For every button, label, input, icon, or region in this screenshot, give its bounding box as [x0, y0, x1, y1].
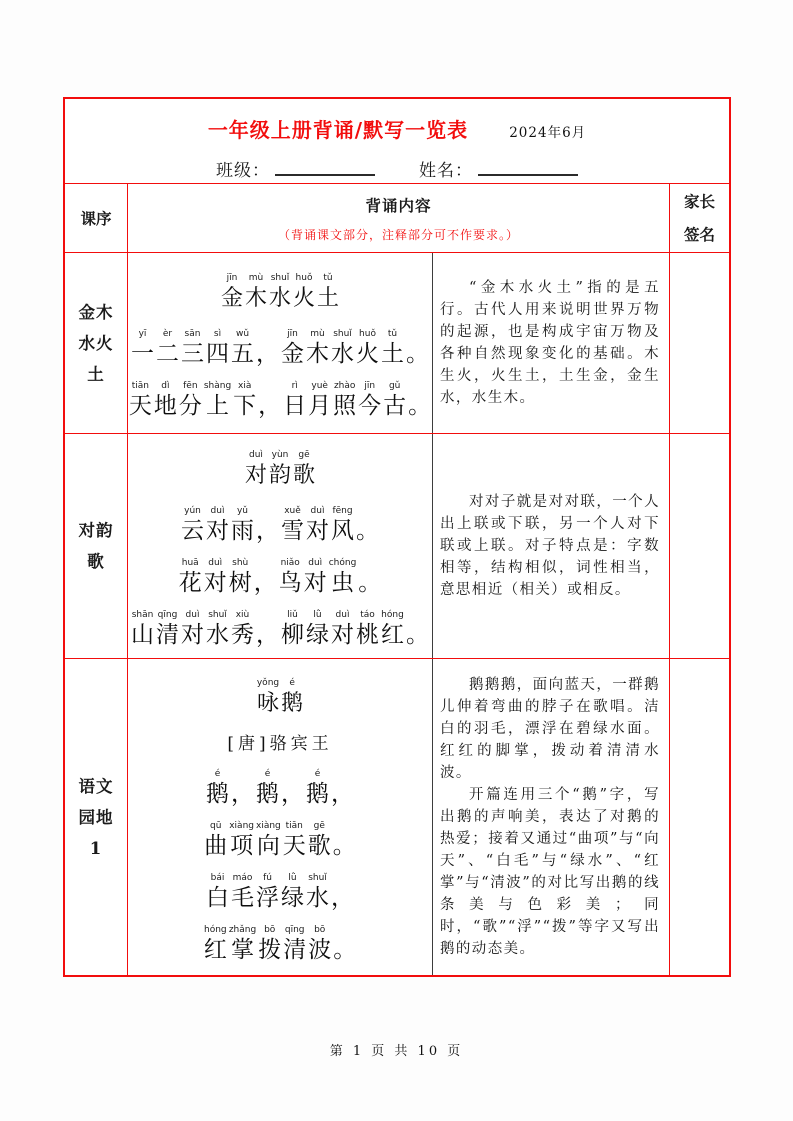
table-row-jinmushuihuotu	[65, 252, 729, 433]
poem-lines: yī 一 èr 二 sān 三 sì 四 wǔ 五 ， jīn 金 mù 木 shuǐ 水 huǒ 火 tǔ 土 。 tiān 天 dì 地 fēn 分 shàng 上 xià 下 ， rì 日 yuè 月 zhào 照 jīn 今 gǔ 古 。	[128, 329, 432, 419]
page-title: 一年级上册背诵/默写一览表	[207, 118, 469, 142]
name-blank-line	[478, 159, 578, 176]
header-content-note: （背诵课文部分，注释部分可不作要求。）	[277, 227, 519, 242]
title-line	[65, 114, 729, 143]
note-cell: 对对子就是对对联，一个人出上联或下联，另一个人对下联或上联。对子特点是：字数相等，结构相似，词性相当，意思相近（相关）或相反。	[432, 434, 669, 658]
lesson-cell: 金木 水火 土	[78, 302, 114, 384]
page-footer: 第 1 页 共 10 页	[329, 1044, 464, 1059]
date-label: 2024年6月	[509, 125, 587, 141]
note-cell: “金木水火土”指的是五行。古代人用来说明世界万物的起源，也是构成宇宙万物及各种自然现象变化的基础。木生火，火生土，土生金，金生水，水生木。	[432, 253, 669, 433]
name-label: 姓名：	[419, 161, 473, 181]
poem-title: yǒng 咏 é 鹅	[256, 677, 304, 716]
recitation-table	[63, 97, 731, 977]
header-content-title: 背诵内容	[365, 195, 432, 215]
class-name-line	[65, 156, 729, 181]
parent-sign-cell	[669, 434, 729, 658]
lesson-cell: 对韵 歌	[78, 521, 114, 571]
table-header-row	[65, 183, 729, 252]
poem-title: jīn 金 mù 木 shuǐ 水 huǒ 火 tǔ 土	[220, 273, 340, 311]
poem-lines: é 鹅 ， é 鹅 ， é 鹅 ， qū 曲 xiàng 项 xiàng 向 tiān 天 gē 歌 。 bái 白 máo 毛 fú 浮 lǜ 绿 shuǐ 水 ， hóng 红 zhǎng 掌 bō 拨 qīng 清 bō 波 。	[203, 768, 357, 963]
poem-author: [唐]骆宾王	[227, 733, 333, 754]
header-content	[127, 184, 669, 252]
poem-lines: yún 云 duì 对 yǔ 雨 ， xuě 雪 duì 对 fēng 风 。 huā 花 duì 对 shù 树 ， niǎo 鸟 duì 对 chóng 虫 。 shān 山 qīng 清 duì 对 shuǐ 水 xiù 秀 ， liǔ 柳 lǜ 绿 duì 对 táo 桃 hóng 红 。	[131, 506, 429, 648]
header-parent-sign: 家长 签名	[669, 184, 729, 252]
table-row-yonge	[65, 658, 729, 975]
lesson-cell: 语文 园地 1	[78, 776, 114, 858]
poem-cell	[127, 253, 432, 433]
poem-cell	[127, 659, 432, 975]
poem-title: duì 对 yùn 韵 gē 歌	[244, 450, 316, 488]
table-row-duiyunge	[65, 433, 729, 658]
class-label: 班级：	[216, 161, 270, 181]
class-blank-line	[275, 159, 375, 176]
poem-cell	[127, 434, 432, 658]
note-cell: 鹅鹅鹅，面向蓝天，一群鹅儿伸着弯曲的脖子在歌唱。洁白的羽毛，漂浮在碧绿水面。红红的脚掌，拨动着清清水波。 开篇连用三个“鹅”字，写出鹅的声响美，表达了对鹅的热爱；接着又通过“曲项”与“向天”、“白毛”与“绿水”、“红掌”与“清波”的对比写出鹅的线条美与色彩美；同时，“歌”“浮”“拨”等字又写出鹅的动态美。	[432, 659, 669, 975]
parent-sign-cell	[669, 253, 729, 433]
table-title-block	[65, 99, 729, 183]
header-lesson: 课序	[80, 209, 112, 228]
parent-sign-cell	[669, 659, 729, 975]
